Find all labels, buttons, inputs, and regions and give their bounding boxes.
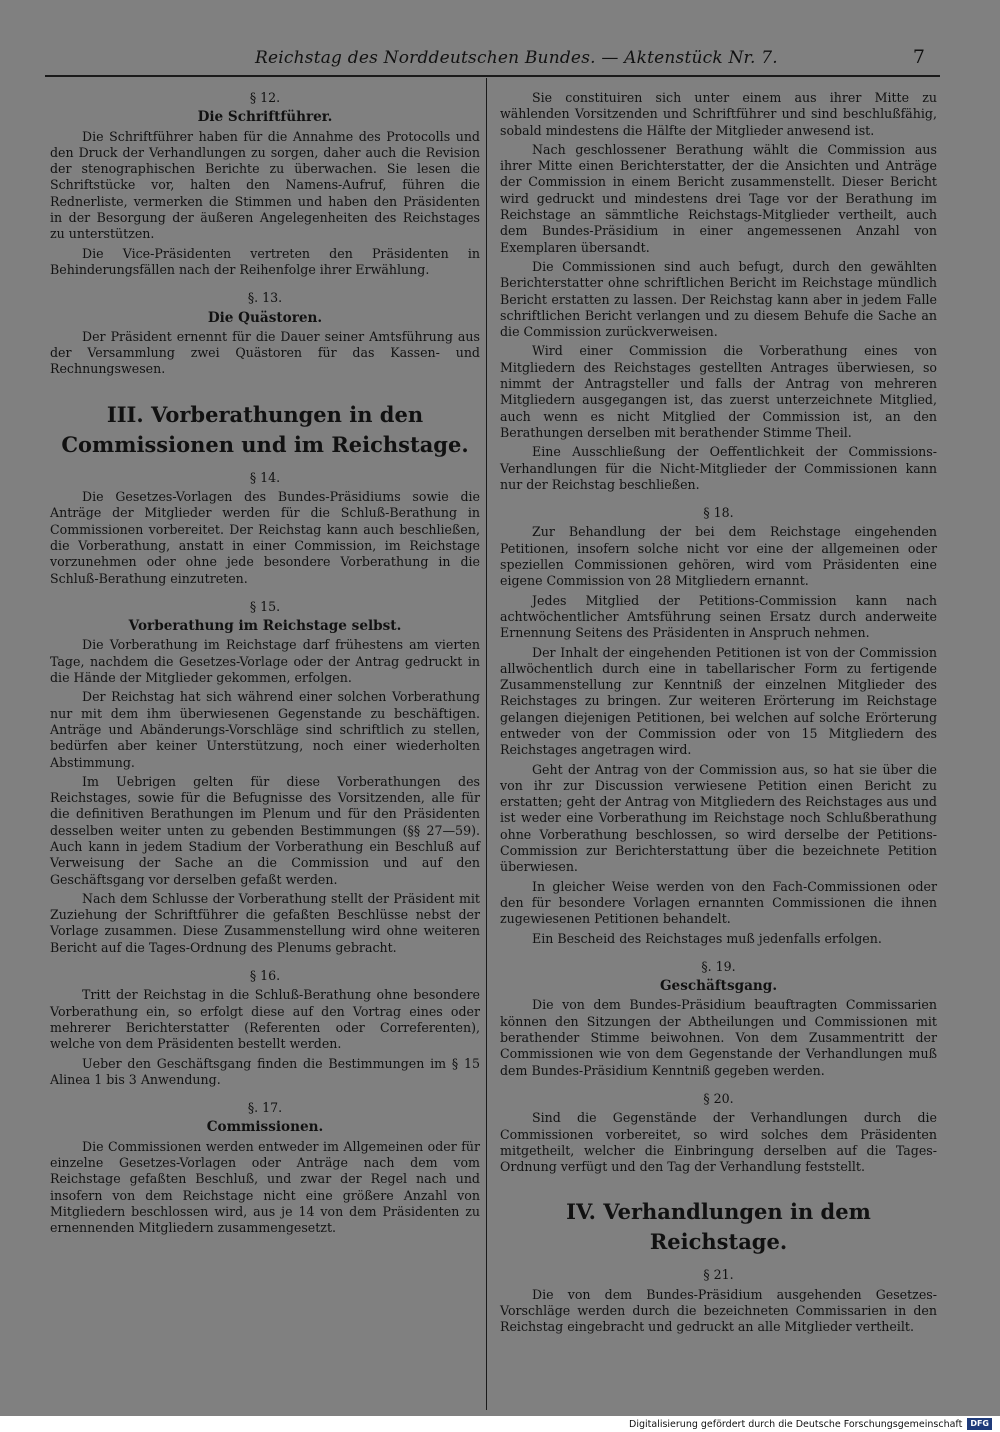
- right-column: [500, 90, 937, 1339]
- section-number: § 18.: [703, 505, 734, 521]
- dfg-logo: DFG: [967, 1418, 992, 1430]
- paragraph: Der Präsident ernennt für die Dauer seiner Amtsführung aus der Versammlung zwei Quästoren für das Kassen- und Rechnungswesen.: [50, 328, 480, 377]
- section-number: § 20.: [703, 1090, 734, 1106]
- paragraph: Die Commissionen sind auch befugt, durch den gewählten Berichterstatter ohne schriftlichen Bericht im Reichstage mündlich Bericht erstatten zu lassen. Der Reichstag kann aber in jedem Falle schriftlichen Bericht verlangen und zu diesem Behufe die Sache an die Commission zurückverweisen.: [500, 258, 937, 340]
- paragraph: Nach geschlossener Berathung wählt die Commission aus ihrer Mitte einen Berichterstatter, der die Ansichten und Anträge der Commission in einem Bericht zusammenstellt. Dieser Bericht wird gedruckt und mindestens drei Tage vor der Berathung im Reichstage an sämmtliche Reichstags-Mitglieder vertheilt, auch dem Bundes-Präsidium in einer angemessenen Anzahl von Exemplaren übersandt.: [500, 141, 937, 255]
- section-number: §. 13.: [247, 290, 283, 306]
- section-number: § 16.: [249, 968, 281, 984]
- paragraph: Sind die Gegenstände der Verhandlungen durch die Commissionen vorbereitet, so wird solches dem Präsidenten mitgetheilt, welcher die Einbringung derselben auf die Tages-Ordnung verfügt und den Tag der Verhandlung feststellt.: [500, 1110, 937, 1175]
- section-heading: Die Schriftführer.: [197, 109, 333, 126]
- section-number: §. 19.: [701, 958, 736, 974]
- section-number: §. 17.: [247, 1100, 283, 1116]
- paragraph: Im Uebrigen gelten für diese Vorberathungen des Reichstages, sowie für die Befugnisse des Vorsitzenden, alle für die definitiven Berathungen im Plenum und für den Präsidenten desselben weiter unten zu gebenden Bestimmungen (§§ 27—59). Auch kann in jedem Stadium der Vorberathung ein Beschluß auf Verweisung der Sache an die Commission und auf den Geschäftsgang vor derselben gefaßt werden.: [50, 773, 480, 887]
- paragraph: Die Commissionen werden entweder im Allgemeinen oder für einzelne Gesetzes-Vorlagen oder Anträge nach dem vom Reichstage gefaßten Beschluß, und zwar der Regel nach und insofern von dem Reichstage nicht eine größere Anzahl von Mitgliedern beschlossen wird, aus je 14 von dem Präsidenten zu ernennenden Mitgliedern zusammengesetzt.: [50, 1138, 480, 1236]
- paragraph: Die Vorberathung im Reichstage darf frühestens am vierten Tage, nachdem die Gesetzes-Vorlage oder der Antrag gedruckt in die Hände der Mitglieder gekommen, erfolgen.: [50, 637, 480, 686]
- section-heading: Die Quästoren.: [207, 309, 323, 326]
- section-heading: Geschäftsgang.: [659, 978, 778, 995]
- paragraph: Zur Behandlung der bei dem Reichstage eingehenden Petitionen, insofern solche nicht vor eine der allgemeinen oder speziellen Commissionen gehören, wird vom Präsidenten eine eigene Commission von 28 Mitgliedern ernannt.: [500, 524, 937, 589]
- digitization-credit: [629, 1418, 992, 1430]
- paragraph: Ein Bescheid des Reichstages muß jedenfalls erfolgen.: [532, 930, 882, 946]
- section-number: § 15.: [249, 598, 281, 614]
- header-rule: [45, 75, 940, 77]
- section-heading: Vorberathung im Reichstage selbst.: [128, 618, 402, 635]
- paragraph: Jedes Mitglied der Petitions-Commission kann nach achtwöchentlicher Amtsführung seinen Ersatz durch anderweite Ernennung Seitens des Präsidenten in Anspruch nehmen.: [500, 592, 937, 641]
- chapter-heading: III. Vorberathungen in den Commissionen und im Reichstage.: [61, 401, 469, 457]
- paragraph: Die Schriftführer haben für die Annahme des Protocolls und den Druck der Verhandlungen zu sorgen, daher auch die Revision der stenographischen Berichte zu überwachen. Sie lesen die Schriftstücke vor, halten den Namens-Aufruf, führen die Rednerliste, vermerken die Stimmen und haben den Präsidenten in der Besorgung der äußeren Angelegenheiten des Reichstages zu unterstützen.: [50, 128, 480, 242]
- paragraph: Tritt der Reichstag in die Schluß-Berathung ohne besondere Vorberathung ein, so erfolgt diese auf den Vortrag eines oder mehrerer Berichterstatter (Referenten oder Correferenten), welche von dem Präsidenten bestellt werden.: [50, 987, 480, 1052]
- credit-text: Digitalisierung gefördert durch die Deutsche Forschungsgemeinschaft: [629, 1418, 963, 1430]
- paragraph: Eine Ausschließung der Oeffentlichkeit der Commissions-Verhandlungen für die Nicht-Mitglieder der Commissionen kann nur der Reichstag beschließen.: [500, 444, 937, 492]
- page-header: [255, 46, 945, 70]
- running-title: Reichstag des Norddeutschen Bundes. — Aktenstück Nr. 7.: [255, 48, 778, 68]
- paragraph: In gleicher Weise werden von den Fach-Commissionen oder den für besondere Vorlagen ernannten Commissionen die ihnen zugewiesenen Petitionen behandelt.: [500, 878, 937, 927]
- section-number: § 21.: [703, 1267, 734, 1283]
- section-heading: Commissionen.: [206, 1119, 324, 1136]
- paragraph: Wird einer Commission die Vorberathung eines von Mitgliedern des Reichstages gestellten Antrages überwiesen, so nimmt der Antragsteller und falls der Antrag von mehreren Mitgliedern ausgegangen ist, das zuerst unterzeichnete Mitglied, auch wenn es nicht Mitglied der Commission ist, an den Berathungen derselben mit berathender Stimme Theil.: [500, 343, 937, 440]
- section-number: § 14.: [249, 469, 281, 485]
- section-number: § 12.: [249, 90, 281, 105]
- paragraph: Die von dem Bundes-Präsidium beauftragten Commissarien können den Sitzungen der Abtheilungen und Commissionen mit berathender Stimme beiwohnen. Von dem Zusammentritt der Commissionen wie von dem Gegenstande der Verhandlungen muß dem Bundes-Präsidium Kenntniß gegeben werden.: [500, 997, 937, 1078]
- paragraph: Geht der Antrag von der Commission aus, so hat sie über die von ihr zur Discussion verwiesene Petition einen Bericht zu erstatten; geht der Antrag von Mitgliedern des Reichstages aus und ist weder eine Vorberathung im Reichstage noch Schlußberathung ohne Vorberathung beschlossen, so wird derselbe der Petitions-Commission zur Berichterstattung über die bezeichnete Petition überwiesen.: [500, 761, 937, 875]
- paragraph: Die Gesetzes-Vorlagen des Bundes-Präsidiums sowie die Anträge der Mitglieder werden für die Schluß-Berathung in Commissionen vorbereitet. Der Reichstag kann auch beschließen, die Vorberathung, anstatt in einer Commission, im Reichstage vorzunehmen oder ohne jede besondere Vorberathung in die Schluß-Berathung einzutreten.: [50, 489, 480, 586]
- paragraph: Ueber den Geschäftsgang finden die Bestimmungen im § 15 Alinea 1 bis 3 Anwendung.: [50, 1055, 480, 1087]
- paragraph: Nach dem Schlusse der Vorberathung stellt der Präsident mit Zuziehung der Schriftführer die gefaßten Beschlüsse nebst der Vorlage zusammen. Diese Zusammenstellung wird ohne weiteren Bericht auf die Tages-Ordnung des Plenums gebracht.: [50, 890, 480, 955]
- paragraph: Die Vice-Präsidenten vertreten den Präsidenten in Behinderungsfällen nach der Reihenfolge ihrer Erwählung.: [50, 245, 480, 277]
- chapter-heading: IV. Verhandlungen in dem Reichstage.: [566, 1199, 871, 1255]
- paragraph: Der Inhalt der eingehenden Petitionen ist von der Commission allwöchentlich durch eine in tabellarischer Form zu fertigende Zusammenstellung zur Kenntniß der einzelnen Mitglieder des Reichstages zu bringen. Zur weiteren Erörterung im Reichstage gelangen diejenigen Petitionen, bei welchen auf solche Erörterung entweder von der Commission oder von 15 Mitgliedern des Reichstages angetragen wird.: [500, 644, 937, 758]
- left-column: [50, 90, 480, 1240]
- paragraph: Sie constituiren sich unter einem aus ihrer Mitte zu wählenden Vorsitzenden und Schriftführer und sind beschlußfähig, sobald mindestens die Hälfte der Mitglieder anwesend ist.: [500, 90, 937, 138]
- paragraph: Die von dem Bundes-Präsidium ausgehenden Gesetzes-Vorschläge werden durch die bezeichneten Commissarien in den Reichstag eingebracht und gedruckt an alle Mitglieder vertheilt.: [500, 1286, 937, 1335]
- column-divider: [486, 78, 487, 1410]
- paragraph: Der Reichstag hat sich während einer solchen Vorberathung nur mit dem ihm überwiesenen Gegenstande zu beschäftigen. Anträge und Abänderungs-Vorschläge sind schriftlich zu stellen, bedürfen aber keiner Unterstützung, noch einer wiederholten Abstimmung.: [50, 689, 480, 770]
- page-number: 7: [912, 46, 925, 68]
